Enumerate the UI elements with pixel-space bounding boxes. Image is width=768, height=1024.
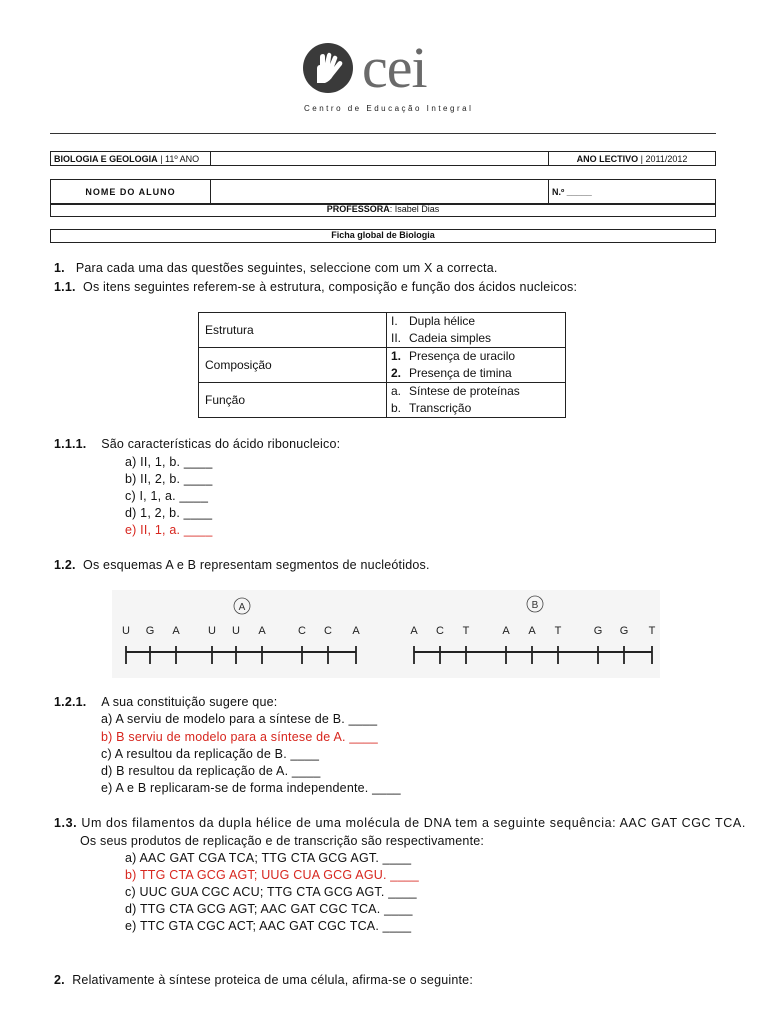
segment-a-label: A: [238, 602, 246, 613]
segment-b-base-label: T: [554, 625, 562, 637]
subject-grade: | 11º ANO: [160, 153, 200, 164]
question-1-1-1: [54, 437, 340, 451]
header-divider: [50, 133, 716, 134]
item-num: 1.: [391, 349, 402, 363]
option-b[interactable]: b) II, 2, b. ____: [125, 472, 213, 486]
blank-cell: [211, 152, 549, 165]
segment-a-base-label: A: [172, 625, 180, 637]
option-e[interactable]: e) TTC GTA CGC ACT; AAC GAT CGC TCA. ____: [125, 919, 412, 933]
item-text: Presença de uracilo: [409, 349, 516, 363]
question-number: 1.: [54, 261, 65, 275]
segment-b-base-label: A: [502, 625, 510, 637]
table-row: [199, 348, 566, 383]
segment-a-base-label: C: [298, 625, 306, 637]
option-c[interactable]: c) I, 1, a. ____: [125, 489, 209, 503]
segment-b-label: B: [531, 600, 539, 611]
school-logo: [300, 35, 480, 120]
question-1-3-subtext: Os seus produtos de replicação e de transcrição são respectivamente:: [80, 834, 485, 848]
sheet-title: Ficha global de Biologia: [50, 229, 716, 243]
option-e[interactable]: e) A e B replicaram-se de forma independente. ____: [101, 781, 401, 795]
option-c[interactable]: c) A resultou da replicação de B. ____: [101, 747, 320, 761]
question-text: Os esquemas A e B representam segmentos de nucleótidos.: [83, 558, 430, 572]
question-text: Relativamente à síntese proteica de uma célula, afirma-se o seguinte:: [72, 973, 473, 987]
logo-wordmark: cei: [362, 35, 427, 100]
segment-a-base-label: U: [122, 625, 130, 637]
option-a[interactable]: a) II, 1, b. ____: [125, 455, 213, 469]
question-1-3: [54, 816, 746, 830]
item-num: 2.: [391, 366, 402, 380]
segment-b-base-label: G: [593, 625, 603, 637]
segment-a-base-label: U: [232, 625, 240, 637]
option-d[interactable]: d) 1, 2, b. ____: [125, 506, 213, 520]
question-number: 1.1.1.: [54, 437, 87, 451]
item-text: Transcrição: [409, 401, 472, 415]
item-num: a.: [391, 384, 402, 398]
table-row: [199, 383, 566, 418]
question-1: [54, 261, 498, 275]
segment-b-base-label: A: [528, 625, 536, 637]
row-items: [387, 348, 566, 383]
item-text: Dupla hélice: [409, 314, 476, 328]
option-d[interactable]: d) TTG CTA GCG AGT; AAC GAT CGC TCA. ____: [125, 902, 413, 916]
question-number: 1.2.1.: [54, 695, 87, 709]
question-text: A sua constituição sugere que:: [101, 695, 278, 709]
teacher-row: [50, 203, 716, 217]
item-num: I.: [391, 314, 398, 328]
item-num: II.: [391, 331, 402, 345]
question-number: 1.1.: [54, 280, 76, 294]
logo-subtitle: Centro de Educação Integral: [304, 104, 474, 113]
question-number: 1.2.: [54, 558, 76, 572]
option-d[interactable]: d) B resultou da replicação de A. ____: [101, 764, 321, 778]
row-label: Função: [199, 383, 387, 418]
segment-b: [410, 625, 655, 664]
item-text: Presença de timina: [409, 366, 512, 380]
segment-b-base-label: T: [648, 625, 656, 637]
question-1-1: [54, 280, 577, 294]
segment-b-base-label: C: [436, 625, 444, 637]
item-text: Síntese de proteínas: [409, 384, 520, 398]
item-num: b.: [391, 401, 402, 415]
nucleic-acid-table: [198, 312, 566, 418]
teacher-label: PROFESSORA: [326, 204, 390, 214]
student-label: NOME DO ALUNO: [51, 180, 211, 204]
segment-a-base-label: G: [145, 625, 155, 637]
nucleotide-diagram: [112, 590, 660, 678]
row-label: Composição: [199, 348, 387, 383]
option-b-correct[interactable]: b) TTG CTA GCG AGT; UUG CUA GCG AGU. ____: [125, 868, 419, 882]
question-number: 1.3.: [54, 816, 78, 830]
question-2: [54, 973, 473, 987]
table-row: [199, 313, 566, 348]
segment-a-base-label: U: [208, 625, 216, 637]
question-text: Para cada uma das questões seguintes, seleccione com um X a correcta.: [75, 261, 498, 275]
option-a[interactable]: a) AAC GAT CGA TCA; TTG CTA GCG AGT. ____: [125, 851, 412, 865]
segment-b-base-label: A: [410, 625, 418, 637]
question-text: São características do ácido ribonucleico:: [101, 437, 341, 451]
segment-b-base-label: T: [462, 625, 470, 637]
segment-a-base-label: A: [352, 625, 360, 637]
option-e-correct[interactable]: e) II, 1, a. ____: [125, 523, 213, 537]
item-text: Cadeia simples: [409, 331, 492, 345]
segment-b-base-label: G: [619, 625, 629, 637]
subject-name: BIOLOGIA E GEOLOGIA: [54, 153, 158, 164]
row-label: Estrutura: [199, 313, 387, 348]
student-number-field[interactable]: [549, 180, 715, 204]
year-cell: [549, 152, 715, 165]
option-b-correct[interactable]: b) B serviu de modelo para a síntese de A. ____: [101, 730, 378, 744]
year-value: | 2011/2012: [640, 153, 688, 164]
row-items: [387, 383, 566, 418]
year-label: ANO LECTIVO: [576, 153, 639, 164]
segment-a-base-label: A: [258, 625, 266, 637]
student-name-field[interactable]: [211, 180, 549, 204]
question-text: Os itens seguintes referem-se à estrutura, composição e função dos ácidos nucleicos:: [83, 280, 578, 294]
question-1-2: [54, 558, 430, 572]
option-c[interactable]: c) UUC GUA CGC ACU; TTG CTA GCG AGT. ____: [125, 885, 417, 899]
row-items: [387, 313, 566, 348]
nucleotide-diagram-svg: [112, 590, 660, 678]
segment-a-base-label: C: [324, 625, 332, 637]
option-a[interactable]: a) A serviu de modelo para a síntese de B. ____: [101, 712, 378, 726]
number-label: N.º _____: [552, 187, 592, 197]
subject-row: [50, 151, 716, 166]
segment-a: [122, 625, 360, 664]
question-1-2-1: [54, 695, 277, 709]
question-number: 2.: [54, 973, 65, 987]
subject-cell: [51, 152, 211, 165]
hand-logo-icon: [303, 43, 353, 93]
teacher-name: : Isabel Dias: [389, 204, 440, 214]
question-text: Um dos filamentos da dupla hélice de uma molécula de DNA tem a seguinte sequência: AAC GAT CGC TCA.: [81, 816, 746, 830]
student-row: [50, 179, 716, 205]
